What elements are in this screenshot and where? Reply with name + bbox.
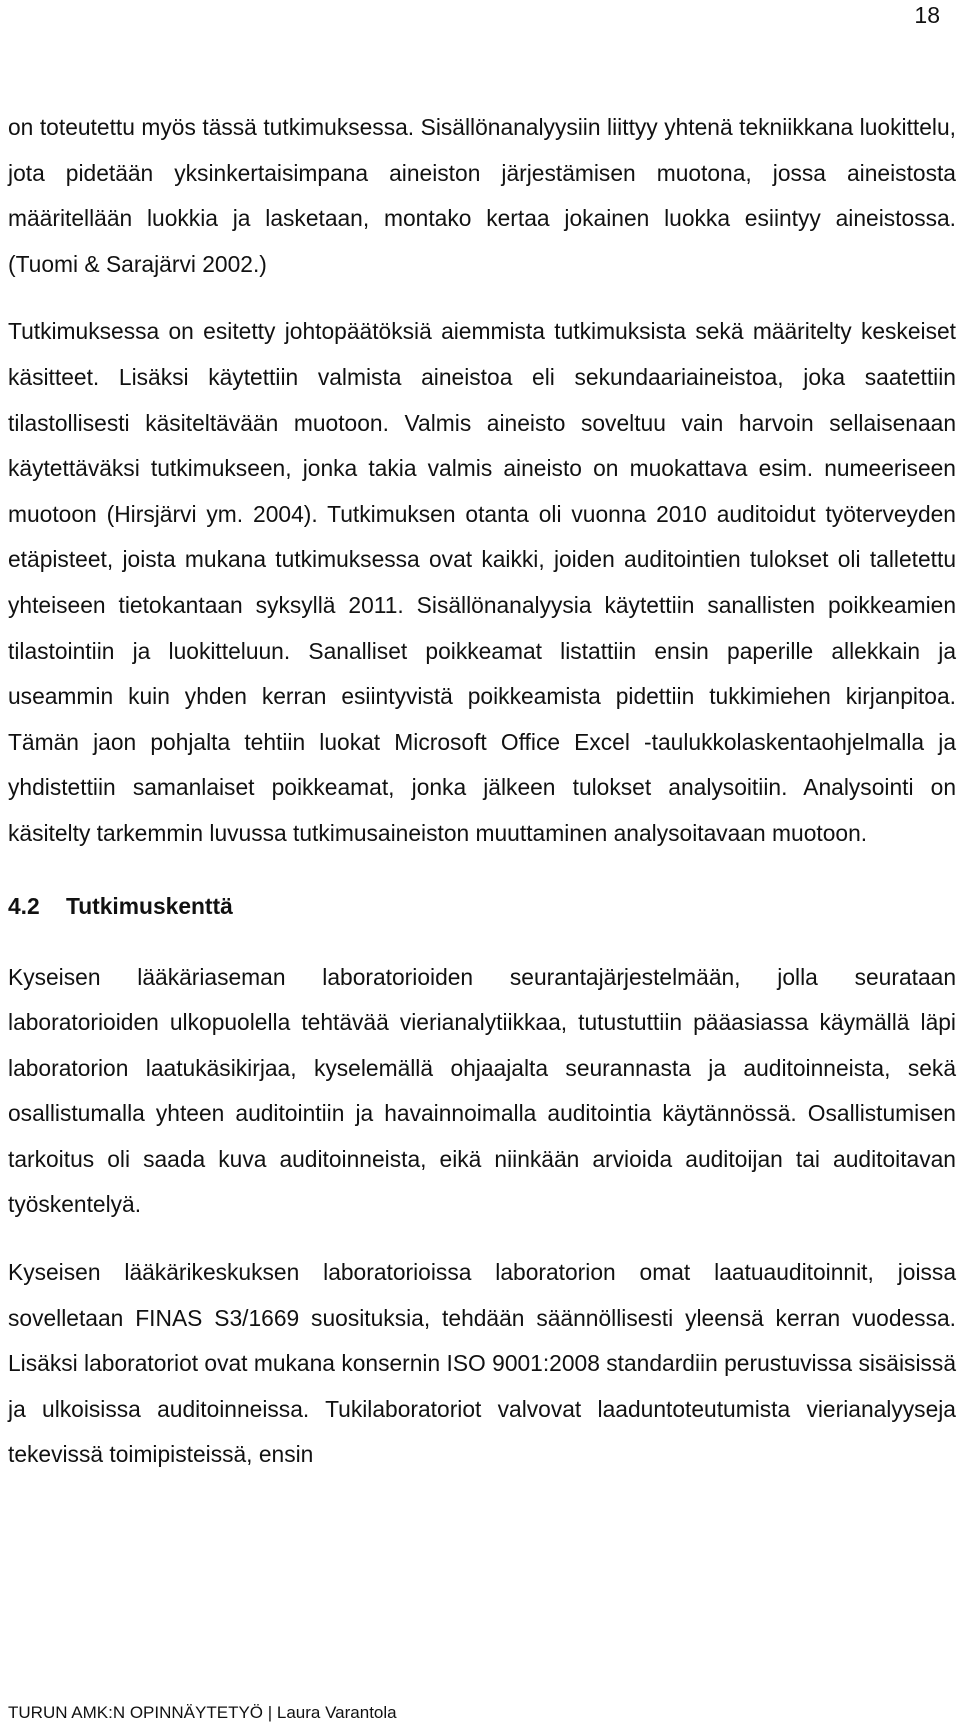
page-number: 18 — [914, 2, 940, 28]
body-paragraph: Kyseisen lääkärikeskuksen laboratorioissa laboratorion omat laatuauditoinnit, joissa sovelletaan FINAS S3/1669 suosituksia, tehdään säännöllisesti yleensä kerran vuodessa. Lisäksi laboratoriot ovat mukana konsernin ISO 9001:2008 standardiin perustuvissa sisäisissä ja ulkoisissa auditoinneissa. Tukilaboratoriot valvovat laaduntoteutumista vierianalyyseja tekevissä toimipisteissä, ensin — [8, 1259, 956, 1468]
section-heading — [8, 891, 956, 921]
body-paragraph: Kyseisen lääkäriaseman laboratorioiden seurantajärjestelmään, jolla seurataan laboratorioiden ulkopuolella tehtävää vierianalytiikkaa, tutustuttiin pääasiassa käymällä läpi laboratorion laatukäsikirjaa, kyselemällä ohjaajalta seurannasta ja auditoinneista, sekä osallistumalla yhteen auditointiin ja havainnoimalla auditointia käytännössä. Osallistumisen tarkoitus oli saada kuva auditoinneista, eikä niinkään arvioida auditoijan tai auditoitavan työskentelyä. — [8, 963, 956, 1218]
body-paragraph: Tutkimuksessa on esitetty johtopäätöksiä aiemmista tutkimuksista sekä määritelty keskeiset käsitteet. Lisäksi käytettiin valmista aineistoa eli sekundaariaineistoa, joka saatettiin tilastollisesti käsiteltävään muotoon. Valmis aineisto soveltuu vain harvoin sellaisenaan käytettäväksi tutkimukseen, jonka takia valmis aineisto on muokattava esim. numeeriseen muotoon (Hirsjärvi ym. 2004). Tutkimuksen otanta oli vuonna 2010 auditoidut työterveyden etäpisteet, joista mukana tutkimuksessa ovat kaikki, joiden auditointien tulokset oli talletettu yhteiseen tietokantaan syksyllä 2011. Sisällönanalyysia käytettiin sanallisten poikkeamien tilastointiin ja luokitteluun. Sanalliset poikkeamat listattiin ensin paperille allekkain ja useammin kuin yhden kerran esiintyvistä poikkeamista pidettiin tukkimiehen kirjanpitoa. Tämän jaon pohjalta tehtiin luokat Microsoft Office Excel -taulukkolaskentaohjelmalla ja yhdistettiin samanlaiset poikkeamat, jonka jälkeen tulokset analysoitiin. Analysointi on käsitelty tarkemmin luvussa tutkimusaineiston muuttaminen analysoitavaan muotoon. — [8, 318, 956, 846]
body-paragraph: on toteutettu myös tässä tutkimuksessa. Sisällönanalyysiin liittyy yhtenä tekniikkana luokittelu, jota pidetään yksinkertaisimpana aineiston järjestämisen muotona, jossa aineistosta määritellään luokkia ja lasketaan, montako kertaa jokainen luokka esiintyy aineistossa. (Tuomi & Sarajärvi 2002.) — [8, 114, 956, 277]
page-footer: TURUN AMK:N OPINNÄYTETYÖ | Laura Varantola — [8, 1703, 397, 1722]
section-number: 4.2 — [8, 892, 40, 919]
document-body — [8, 105, 956, 1478]
section-title: Tutkimuskenttä — [66, 892, 233, 919]
